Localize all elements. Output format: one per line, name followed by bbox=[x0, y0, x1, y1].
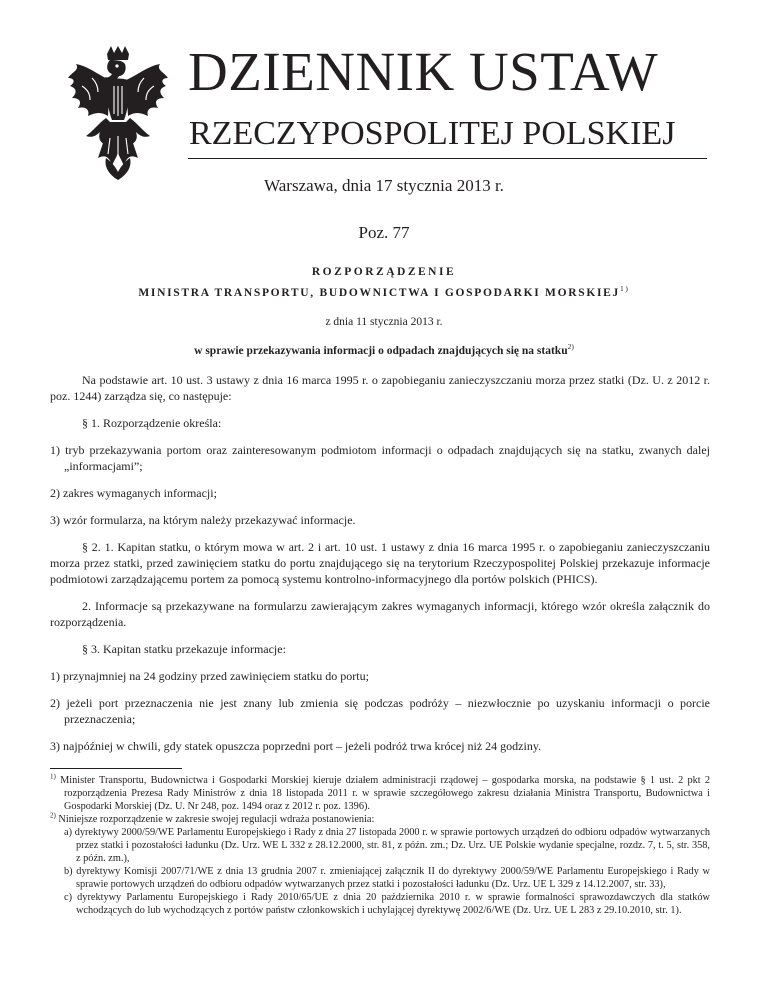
list-item: 2) zakres wymaganych informacji; bbox=[50, 486, 217, 500]
list-item: 1) tryb przekazywania portom oraz zainteresowanym podmiotom informacji o odpadach znajdujących się na statku, zwanych dalej „informacjami”; bbox=[50, 443, 710, 473]
section-1-intro: § 1. Rozporządzenie określa: bbox=[82, 416, 222, 430]
section-2-paragraph-2: 2. Informacje są przekazywane na formularzu zawierającym zakres wymaganych informacji, którego wzór określa załącznik do rozporządzenia. bbox=[50, 599, 710, 629]
list-item: 3) wzór formularza, na którym należy przekazywać informacje. bbox=[50, 513, 356, 527]
section-3-intro: § 3. Kapitan statku przekazuje informacje: bbox=[82, 642, 286, 656]
position-number: Poz. 77 bbox=[358, 223, 410, 242]
act-author-heading bbox=[0, 284, 768, 299]
act-date: z dnia 11 stycznia 2013 r. bbox=[325, 316, 443, 328]
footnote-2-item: a) dyrektywy 2000/59/WE Parlamentu Europejskiego i Rady z dnia 27 listopada 2000 r. w sprawie portowych urządzeń do odbioru odpadów wytwarzanych przez statki i pozostałości ładunku (Dz. Urz. WE L 332 z 28.12.2000, str. 81, z późn. zm.; Dz. Urz. UE Polskie wydanie specjalne, rozdz. 7, t. 5, str. 358, z późn. zm.), bbox=[64, 827, 710, 864]
act-subject-heading bbox=[0, 342, 768, 357]
list-item: 3) najpóźniej w chwili, gdy statek opuszcza poprzedni port – jeżeli podróż trwa krócej niż 24 godziny. bbox=[50, 739, 542, 753]
footnote-2-item: b) dyrektywy Komisji 2007/71/WE z dnia 13 grudnia 2007 r. zmieniającej załącznik II do dyrektywy 2000/59/WE Parlamentu Europejskiego i Rady w sprawie portowych urządzeń do odbioru odpadów wytwarzanych przez statki i pozostałości ładunku (Dz. Urz. UE L 329 z 14.12.2007, str. 33), bbox=[64, 866, 710, 890]
act-author-text: MINISTRA TRANSPORTU, BUDOWNICTWA I GOSPODARKI MORSKIEJ bbox=[138, 287, 620, 299]
section-2-paragraph-1: § 2. 1. Kapitan statku, o którym mowa w art. 2 i art. 10 ust. 1 ustawy z dnia 16 marca 1995 r. o zapobieganiu zanieczyszczaniu morza przez statki, przed zawinięciem statku do portu znajdującego się na terytorium Rzeczypospolitej Polskiej przekazuje informacje podmiotowi zarządzającemu portem za pomocą systemu kontrolno-informacyjnego dla portów polskich (PHICS). bbox=[50, 540, 710, 586]
journal-subtitle: RZECZYPOSPOLITEJ POLSKIEJ bbox=[189, 115, 676, 152]
act-subject-text: w sprawie przekazywania informacji o odpadach znajdujących się na statku bbox=[194, 345, 568, 357]
masthead-divider bbox=[188, 158, 707, 159]
act-type-heading: ROZPORZĄDZENIE bbox=[311, 266, 457, 278]
footnote-ref-1: 1) bbox=[619, 284, 630, 294]
list-item: 1) przynajmniej na 24 godziny przed zawinięciem statku do portu; bbox=[50, 669, 369, 683]
publication-place-date: Warszawa, dnia 17 stycznia 2013 r. bbox=[264, 176, 504, 195]
footnote-2-item: c) dyrektywy Parlamentu Europejskiego i Rady 2010/65/UE z dnia 20 października 2010 r. w sprawie formalności sprawozdawczych dla statków wchodzących do lub wychodzących z portów państw członkowskich i uchylającej dyrektywę 2002/6/WE (Dz. Urz. UE L 283 z 29.10.2010, str. 1). bbox=[64, 892, 710, 916]
footnotes bbox=[50, 774, 710, 917]
footnote-ref-2: 2) bbox=[567, 342, 574, 352]
polish-eagle-emblem-icon bbox=[62, 46, 174, 180]
journal-title: DZIENNIK USTAW bbox=[188, 41, 659, 102]
list-item: 2) jeżeli port przeznaczenia nie jest znany lub zmienia się podczas podróży – niezwłocznie po uzyskaniu informacji o porcie przeznaczenia; bbox=[50, 696, 711, 726]
preamble: Na podstawie art. 10 ust. 3 ustawy z dnia 16 marca 1995 r. o zapobieganiu zanieczyszczaniu morza przez statki (Dz. U. z 2012 r. poz. 1244) zarządza się, co następuje: bbox=[50, 373, 710, 403]
footnote-1: $^{1)}$ Minister Transportu, Budownictwa i Gospodarki Morskiej kieruje działem administracji rządowej – gospodarka morska, na podstawie § 1 ust. 2 pkt 2 rozporządzenia Prezesa Rady Ministrów z dnia 18 listopada 2011 r. w sprawie szczegółowego zakresu działania Ministra Transportu, Budownictwa i Gospodarki Morskiej (Dz. U. Nr 248, poz. 1494 oraz z 2012 r. poz. 1396). bbox=[50, 772, 710, 812]
act-body bbox=[50, 372, 710, 754]
footnote-2: $^{2)}$ Niniejsze rozporządzenie w zakresie swojej regulacji wdraża postanowienia: bbox=[50, 811, 375, 825]
footnote-divider bbox=[50, 768, 182, 769]
